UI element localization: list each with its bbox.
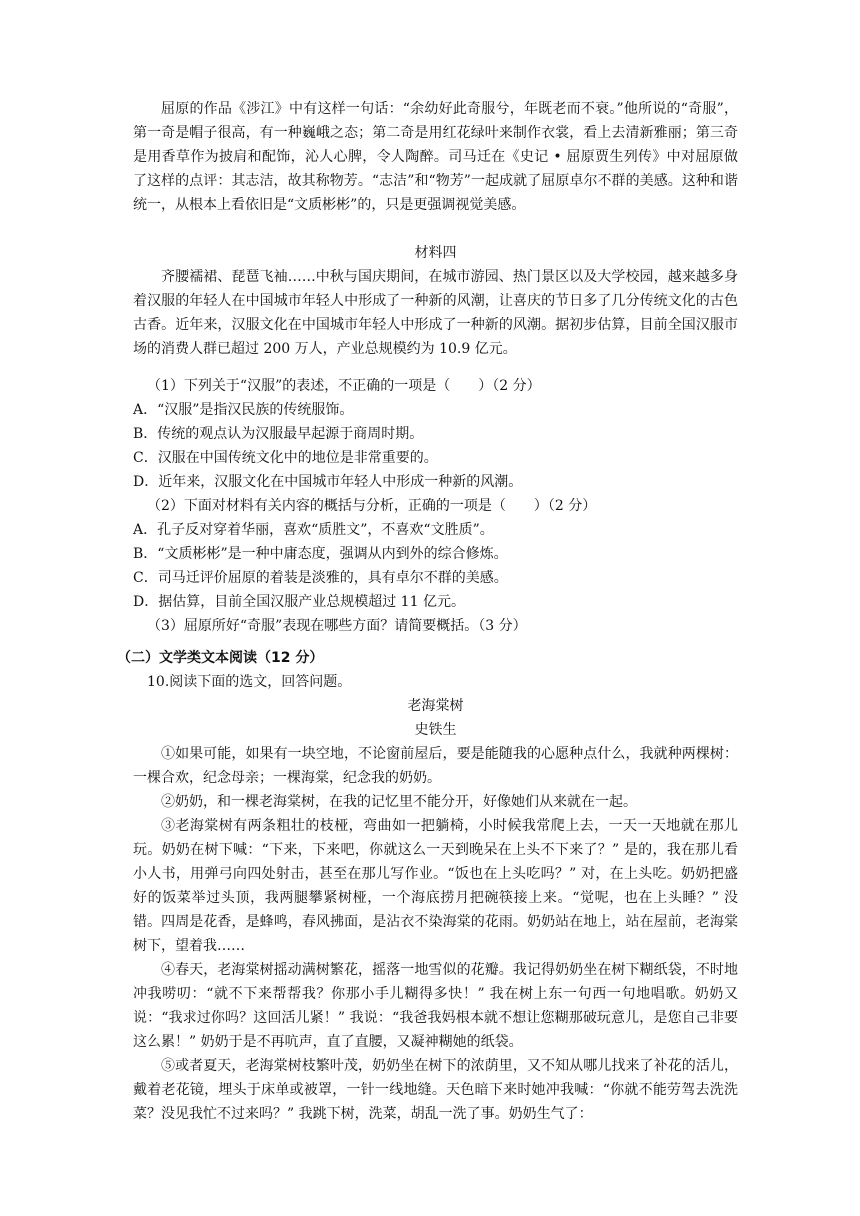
material4-paragraph: 齐腰襦裙、琵琶飞袖……中秋与国庆期间，在城市游园、热门景区以及大学校园，越来越多身着汉服的年轻人在中国城市年轻人中形成了一种新的风潮，让喜庆的节日多了几分传统文化的古色古香。近年来，汉服文化在中国城市年轻人中形成了一种新的风潮。据初步估算，目前全国汉服市场的消费人群已超过 200 万人，产业总规模约为 10.9 亿元。 <box>133 269 738 357</box>
question-1-stem: （1）下列关于“汉服”的表述，不正确的一项是（ ）（2 分） <box>147 378 541 394</box>
questions-section <box>133 374 738 638</box>
question-1-option-c: C．汉服在中国传统文化中的地位是非常重要的。 <box>133 450 438 466</box>
story-paragraph: ④春天，老海棠树摇动满树繁花，摇落一地雪似的花瓣。我记得奶奶坐在树下糊纸袋，不时地冲我唠叨：“就不下来帮帮我？你那小手儿糊得多快！” 我在树上东一句西一句地唱歌。奶奶又说：“我求过你吗？这回活儿紧！” 我说：“我爸我妈根本就不想让您糊那破玩意儿，是您自己非要这么累！” 奶奶于是不再吭声，直了直腰，又凝神糊她的纸袋。 <box>133 962 738 1050</box>
story-author: 史铁生 <box>414 722 457 738</box>
material3-section <box>133 97 738 217</box>
section-2-heading: （二）文学类文本阅读（12 分） <box>117 650 324 666</box>
question-1-option-d: D．近年来，汉服文化在中国城市年轻人中形成一种新的风潮。 <box>133 474 523 490</box>
question-2-stem: （2）下面对材料有关内容的概括与分析，正确的一项是（ ）（2 分） <box>147 498 597 514</box>
story-section <box>133 694 738 1126</box>
material4-section <box>133 241 738 361</box>
story-title: 老海棠树 <box>407 698 464 714</box>
material3-paragraph: 屈原的作品《涉江》中有这样一句话：“余幼好此奇服兮，年既老而不衰。”他所说的“奇服”，第一奇是帽子很高，有一种巍峨之态；第二奇是用红花绿叶来制作衣裳，看上去清新雅丽；第三奇是用香草作为披肩和配饰，沁人心脾，令人陶醉。司马迁在《史记 • 屈原贾生列传》中对屈原做了这样的点评：其志洁，故其称物芳。“志洁”和“物芳”一起成就了屈原卓尔不群的美感。这种和谐统一，从根本上看依旧是“文质彬彬”的，只是更强调视觉美感。 <box>133 101 738 213</box>
question-2-option-a: A．孔子反对穿着华丽，喜欢“质胜文”，不喜欢“文胜质”。 <box>133 522 494 538</box>
question-2-option-c: C．司马迁评价屈原的着装是淡雅的，具有卓尔不群的美感。 <box>133 570 508 586</box>
story-paragraph: ①如果可能，如果有一块空地，不论窗前屋后，要是能随我的心愿种点什么，我就种两棵树：一棵合欢，纪念母亲；一棵海棠，纪念我的奶奶。 <box>133 746 738 786</box>
material4-title: 材料四 <box>414 245 457 261</box>
section-2 <box>117 646 738 694</box>
story-paragraph: ③老海棠树有两条粗壮的枝桠，弯曲如一把躺椅，小时候我常爬上去，一天一天地就在那儿玩。奶奶在树下喊：“下来，下来吧，你就这么一天到晚呆在上头不下来了？” 是的，我在那儿看小人书，用弹弓向四处射击，甚至在那儿写作业。“饭也在上头吃吗？” 对，在上头吃。奶奶把盛好的饭菜举过头顶，我两腿攀紧树桠，一个海底捞月把碗筷接上来。“觉呢，也在上头睡？” 没错。四周是花香，是蜂鸣，春风拂面，是沾衣不染海棠的花雨。奶奶站在地上，站在屋前，老海棠树下，望着我…… <box>133 818 738 954</box>
story-paragraph: ⑤或者夏天，老海棠树枝繁叶茂，奶奶坐在树下的浓荫里，又不知从哪儿找来了补花的活儿，戴着老花镜，埋头于床单或被罩，一针一线地缝。天色暗下来时她冲我喊：“你就不能劳驾去洗洗菜？没见我忙不过来吗？” 我跳下树，洗菜，胡乱一洗了事。奶奶生气了： <box>133 1058 738 1122</box>
story-paragraph: ②奶奶，和一棵老海棠树，在我的记忆里不能分开，好像她们从来就在一起。 <box>161 794 637 810</box>
question-1-option-b: B．传统的观点认为汉服最早起源于商周时期。 <box>133 426 424 442</box>
question-2-option-d: D．据估算，目前全国汉服产业总规模超过 11 亿元。 <box>133 594 465 610</box>
question-3: （3）屈原所好“奇服”表现在哪些方面？请简要概括。（3 分） <box>147 618 527 634</box>
question-10-intro: 10.阅读下面的选文，回答问题。 <box>147 674 352 690</box>
question-1-option-a: A．“汉服”是指汉民族的传统服饰。 <box>133 402 354 418</box>
question-2-option-b: B．“文质彬彬”是一种中庸态度，强调从内到外的综合修炼。 <box>133 546 508 562</box>
